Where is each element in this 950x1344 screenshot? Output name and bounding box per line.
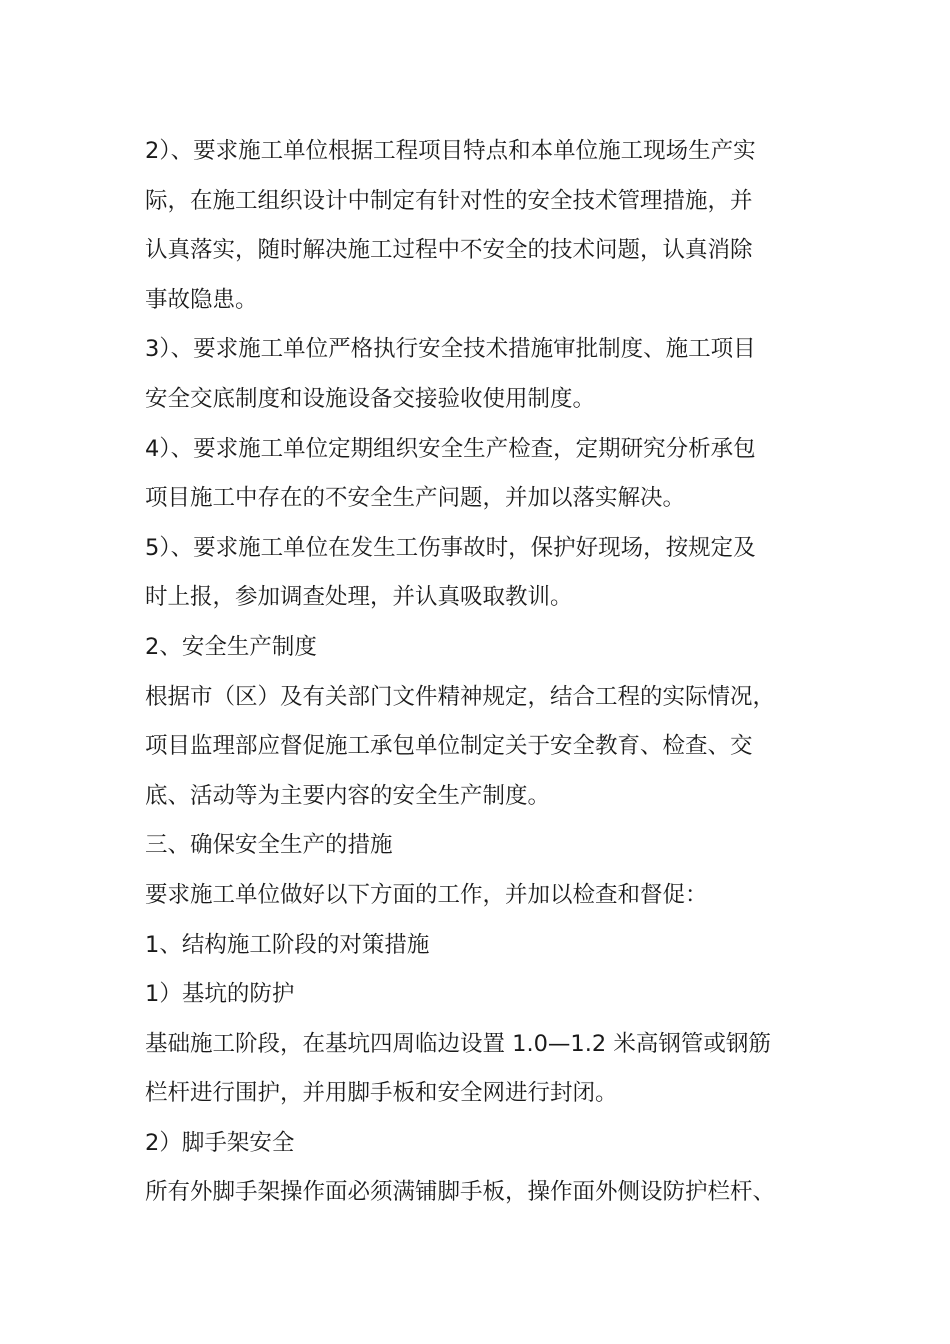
paragraph-safety-system-line-1: 根据市（区）及有关部门文件精神规定，结合工程的实际情况， — [145, 683, 776, 710]
paragraph-pit-protection-line-1: 基础施工阶段，在基坑四周临边设置 1.0—1.2 米高钢管或钢筋 — [145, 1030, 771, 1057]
paragraph-item-2-line-1: 2）、要求施工单位根据工程项目特点和本单位施工现场生产实 — [145, 138, 756, 164]
paragraph-item-5-line-1: 5）、要求施工单位在发生工伤事故时，保护好现场，按规定及 — [145, 534, 756, 561]
paragraph-item-5-line-2: 时上报，参加调查处理，并认真吸取教训。 — [145, 584, 573, 611]
chapter-heading-safety-measures: 三、确保安全生产的措施 — [145, 832, 393, 859]
paragraph-item-4-line-2: 项目施工中存在的不安全生产问题，并加以落实解决。 — [145, 485, 686, 512]
subheading-scaffold-safety: 2）脚手架安全 — [145, 1129, 295, 1156]
paragraph-item-3-line-1: 3）、要求施工单位严格执行安全技术措施审批制度、施工项目 — [145, 336, 756, 363]
paragraph-item-3-line-2: 安全交底制度和设施设备交接验收使用制度。 — [145, 385, 596, 412]
paragraph-item-2-line-2: 际，在施工组织设计中制定有针对性的安全技术管理措施，并 — [145, 187, 753, 214]
document-body — [145, 127, 810, 1218]
paragraph-safety-system-line-2: 项目监理部应督促施工承包单位制定关于安全教育、检查、交 — [145, 733, 753, 760]
paragraph-measures-intro: 要求施工单位做好以下方面的工作，并加以检查和督促： — [145, 881, 708, 908]
paragraph-item-4-line-1: 4）、要求施工单位定期组织安全生产检查，定期研究分析承包 — [145, 435, 756, 462]
section-heading-structure-phase: 1、结构施工阶段的对策措施 — [145, 931, 430, 958]
subheading-pit-protection: 1）基坑的防护 — [145, 981, 295, 1008]
paragraph-safety-system-line-3: 底、活动等为主要内容的安全生产制度。 — [145, 782, 551, 809]
paragraph-pit-protection-line-2: 栏杆进行围护，并用脚手板和安全网进行封闭。 — [145, 1080, 618, 1107]
section-heading-safety-system: 2、安全生产制度 — [145, 633, 317, 660]
paragraph-item-2-line-3: 认真落实，随时解决施工过程中不安全的技术问题，认真消除 — [145, 237, 753, 264]
paragraph-scaffold-safety-line-1: 所有外脚手架操作面必须满铺脚手板，操作面外侧设防护栏杆、 — [145, 1179, 776, 1206]
paragraph-item-2-line-4: 事故隐患。 — [145, 286, 258, 313]
